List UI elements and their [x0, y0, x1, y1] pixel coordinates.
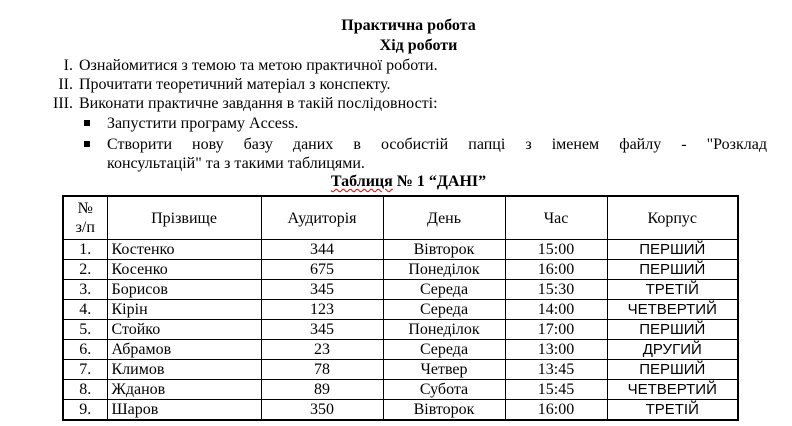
- step-1-number: I.: [63, 57, 73, 74]
- header-building: Корпус: [607, 196, 738, 240]
- cell-room: 23: [261, 340, 383, 360]
- cell-time: 16:00: [505, 400, 607, 421]
- step-2: [58, 75, 391, 95]
- bullet-2-line1: Створити нову базу даних в особистій папці з іменем файлу - "Розклад: [107, 136, 767, 153]
- cell-day: Понеділок: [383, 260, 505, 280]
- bullet-square-icon: [84, 141, 90, 147]
- table-row: [63, 340, 738, 360]
- cell-num: 6.: [63, 340, 107, 360]
- cell-time: 15:45: [505, 380, 607, 400]
- cell-building: ТРЕТІЙ: [607, 280, 738, 300]
- cell-num: 9.: [63, 400, 107, 421]
- document-subtitle: Хід роботи: [379, 37, 458, 54]
- bullet-2-line2: консультацій" та з такими таблицями.: [107, 155, 365, 172]
- cell-num: 1.: [63, 240, 107, 260]
- bullet-square-icon: [84, 120, 90, 126]
- step-1: [63, 56, 438, 76]
- cell-building: ПЕРШИЙ: [607, 360, 738, 380]
- step-3-number: III.: [53, 95, 73, 112]
- cell-time: 13:00: [505, 340, 607, 360]
- step-2-text: Прочитати теоретичний матеріал з конспекту.: [79, 76, 391, 93]
- cell-name: Жданов: [107, 380, 261, 400]
- cell-building: ЧЕТВЕРТИЙ: [607, 300, 738, 320]
- cell-name: Шаров: [107, 400, 261, 421]
- header-day: День: [383, 196, 505, 240]
- table-row: [63, 280, 738, 300]
- table-caption-prefix: Таблиця: [330, 173, 393, 190]
- cell-name: Стойко: [107, 320, 261, 340]
- cell-room: 78: [261, 360, 383, 380]
- table-row: [63, 260, 738, 280]
- cell-day: Четвер: [383, 360, 505, 380]
- cell-building: ПЕРШИЙ: [607, 260, 738, 280]
- header-time: Час: [505, 196, 607, 240]
- cell-building: ПЕРШИЙ: [607, 320, 738, 340]
- cell-time: 17:00: [505, 320, 607, 340]
- step-2-number: II.: [58, 76, 73, 93]
- header-room: Аудиторія: [261, 196, 383, 240]
- cell-num: 2.: [63, 260, 107, 280]
- header-name: Прізвище: [107, 196, 261, 240]
- cell-room: 350: [261, 400, 383, 421]
- step-3: [53, 94, 438, 114]
- table-caption: [0, 172, 792, 192]
- header-num: [63, 196, 107, 240]
- cell-day: Субота: [383, 380, 505, 400]
- table-row: [63, 380, 738, 400]
- data-table: [62, 195, 739, 421]
- step-1-text: Ознайомитися з темою та метою практичної роботи.: [79, 57, 438, 74]
- cell-day: Вівторок: [383, 240, 505, 260]
- cell-name: Борисов: [107, 280, 261, 300]
- header-num-line1: №: [77, 200, 93, 217]
- cell-day: Понеділок: [383, 320, 505, 340]
- cell-room: 123: [261, 300, 383, 320]
- header-num-line2: з/п: [75, 219, 95, 236]
- cell-time: 14:00: [505, 300, 607, 320]
- cell-name: Климов: [107, 360, 261, 380]
- step-3-text: Виконати практичне завдання в такій послідовності:: [79, 95, 438, 112]
- table-row: [63, 300, 738, 320]
- table-row: [63, 240, 738, 260]
- table-header-row: [63, 196, 738, 240]
- cell-name: Костенко: [107, 240, 261, 260]
- cell-name: Кірін: [107, 300, 261, 320]
- cell-room: 89: [261, 380, 383, 400]
- cell-num: 4.: [63, 300, 107, 320]
- cell-room: 345: [261, 320, 383, 340]
- cell-building: ПЕРШИЙ: [607, 240, 738, 260]
- cell-num: 8.: [63, 380, 107, 400]
- table-row: [63, 360, 738, 380]
- cell-room: 344: [261, 240, 383, 260]
- table-caption-rest: № 1 “ДАНІ”: [392, 173, 487, 190]
- cell-building: ДРУГИЙ: [607, 340, 738, 360]
- cell-building: ТРЕТІЙ: [607, 400, 738, 421]
- table-row: [63, 320, 738, 340]
- cell-num: 5.: [63, 320, 107, 340]
- cell-time: 16:00: [505, 260, 607, 280]
- cell-time: 15:30: [505, 280, 607, 300]
- cell-building: ЧЕТВЕРТИЙ: [607, 380, 738, 400]
- cell-day: Середа: [383, 300, 505, 320]
- table-row: [63, 400, 738, 421]
- cell-time: 13:45: [505, 360, 607, 380]
- cell-room: 345: [261, 280, 383, 300]
- cell-num: 7.: [63, 360, 107, 380]
- bullet-1-text: Запустити програму Access.: [107, 115, 299, 132]
- cell-num: 3.: [63, 280, 107, 300]
- cell-room: 675: [261, 260, 383, 280]
- cell-day: Середа: [383, 340, 505, 360]
- cell-time: 15:00: [505, 240, 607, 260]
- cell-name: Косенко: [107, 260, 261, 280]
- cell-name: Абрамов: [107, 340, 261, 360]
- cell-day: Середа: [383, 280, 505, 300]
- document-title: Практична робота: [341, 17, 476, 34]
- cell-day: Вівторок: [383, 400, 505, 421]
